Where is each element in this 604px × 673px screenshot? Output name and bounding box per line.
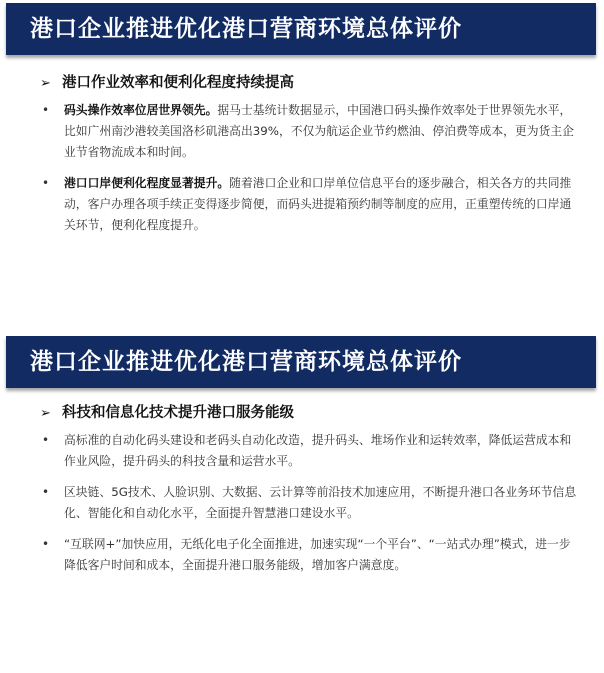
bullet-dot-icon: • <box>42 537 50 551</box>
bullet-lead: 港口口岸便利化程度显著提升。 <box>64 176 230 190</box>
bullet-dot-icon: • <box>42 103 50 117</box>
section-heading-text: 港口作业效率和便利化程度持续提高 <box>62 75 294 91</box>
list-item <box>40 430 580 472</box>
bullet-lead: 码头操作效率位居世界领先。 <box>64 103 218 117</box>
section-heading <box>40 73 294 94</box>
arrow-bullet-icon: ➢ <box>40 406 51 421</box>
list-item <box>40 534 580 576</box>
bullet-dot-icon: • <box>42 433 50 447</box>
list-item <box>40 173 580 236</box>
bullet-text: 据马士基统计数据显示，中国港口码头操作效率处于世界领先水平，比如广州南沙港较美国洛杉矶港高出39%，不仅为航运企业节约燃油、停泊费等成本，更为货主企业节省物流成本和时间。 <box>64 103 574 159</box>
slide-title: 港口企业推进优化港口营商环境总体评价 <box>30 16 462 42</box>
section-heading-text: 科技和信息化技术提升港口服务能级 <box>62 405 294 421</box>
title-banner <box>6 3 596 55</box>
bullet-text: “互联网+”加快应用，无纸化电子化全面推进，加速实现“一个平台”、“一站式办理”模式，进一步降低客户时间和成本，全面提升港口服务能级，增加客户满意度。 <box>64 537 571 572</box>
bullet-dot-icon: • <box>42 176 50 190</box>
bullet-dot-icon: • <box>42 485 50 499</box>
slide-title: 港口企业推进优化港口营商环境总体评价 <box>30 349 462 375</box>
bullet-list <box>40 430 580 586</box>
slide-2 <box>0 336 604 572</box>
bullet-list <box>40 100 580 246</box>
list-item <box>40 482 580 524</box>
bullet-text: 区块链、5G技术、人脸识别、大数据、云计算等前沿技术加速应用，不断提升港口各业务环节信息化、智能化和自动化水平，全面提升智慧港口建设水平。 <box>64 485 577 520</box>
slide-1 <box>0 0 604 232</box>
arrow-bullet-icon: ➢ <box>40 76 51 91</box>
bullet-text: 随着港口企业和口岸单位信息平台的逐步融合，相关各方的共同推动，客户办理各项手续正变得逐步简便，而码头进提箱预约制等制度的应用，正重塑传统的口岸通关环节，便利化程度提升。 <box>64 176 572 232</box>
section-heading <box>40 403 294 424</box>
list-item <box>40 100 580 163</box>
title-banner <box>6 336 596 388</box>
bullet-text: 高标准的自动化码头建设和老码头自动化改造，提升码头、堆场作业和运转效率，降低运营成本和作业风险，提升码头的科技含量和运营水平。 <box>64 433 572 468</box>
